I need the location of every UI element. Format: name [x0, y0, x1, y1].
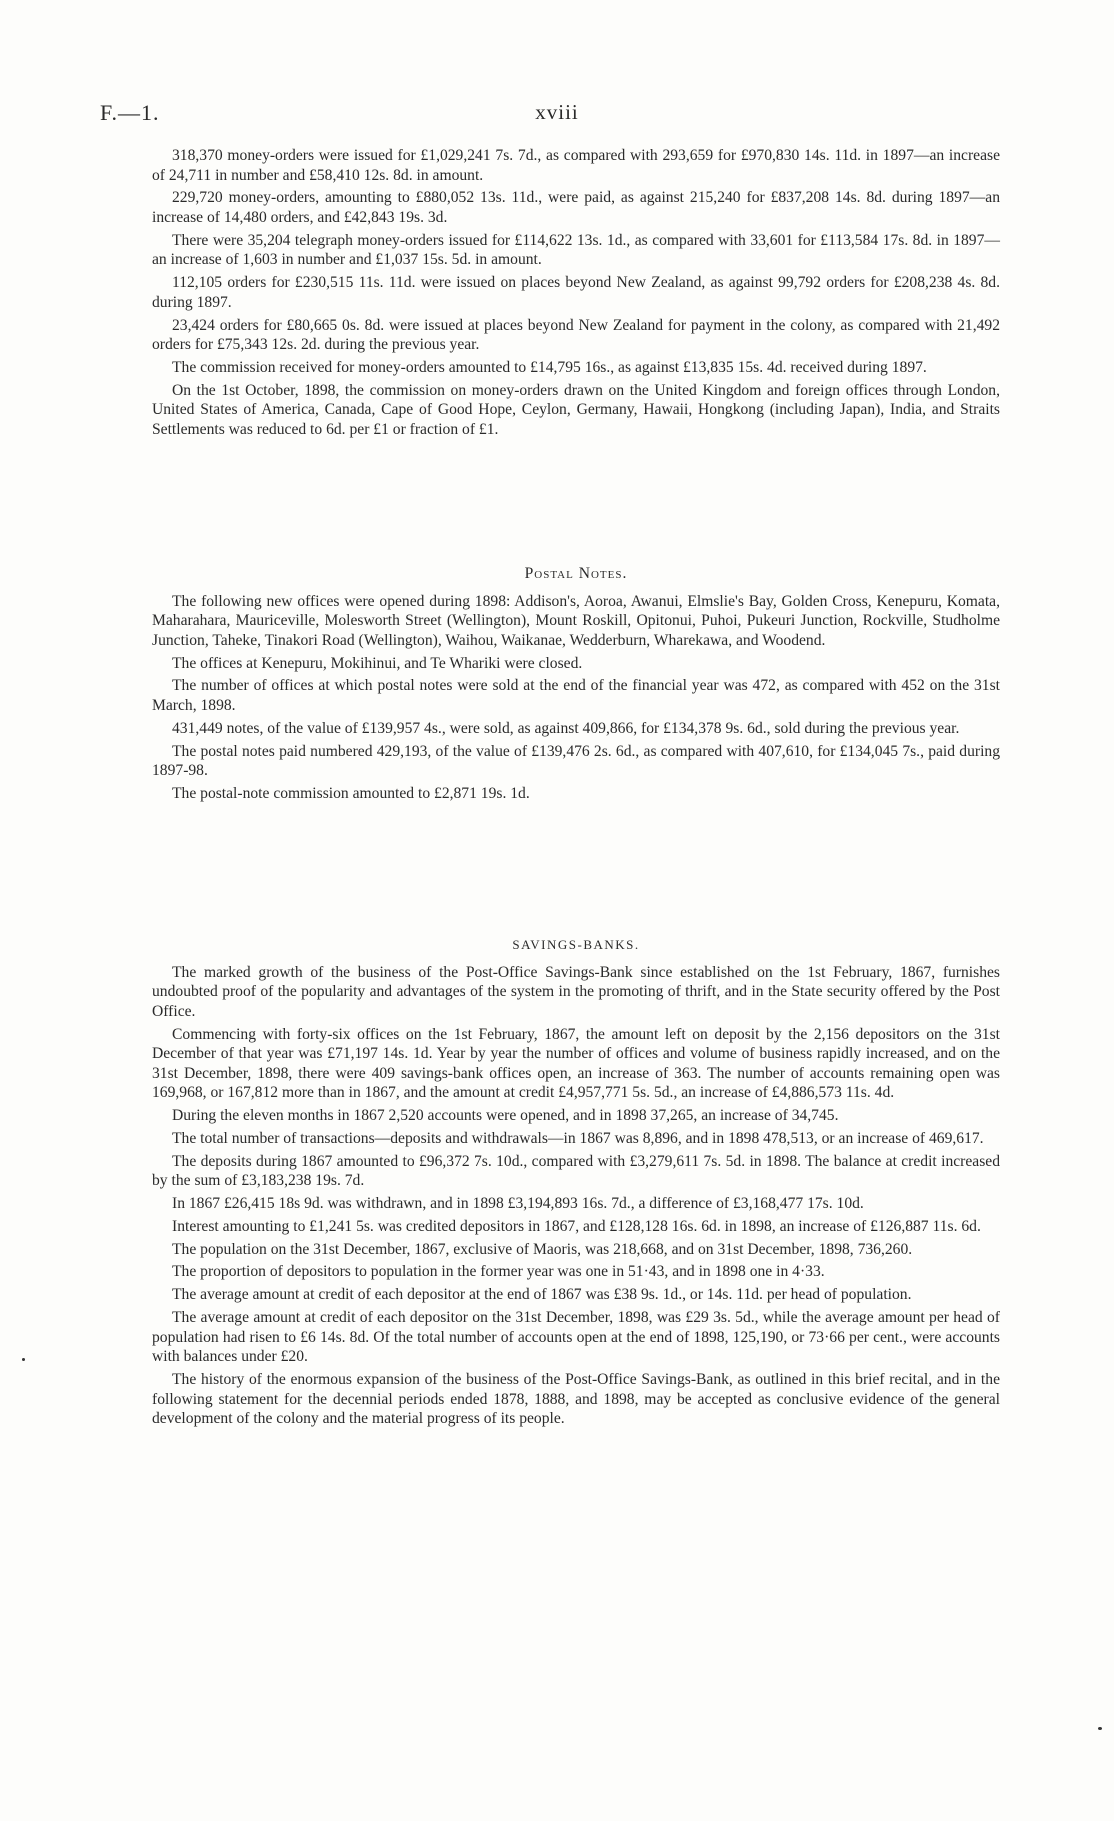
paragraph: There were 35,204 telegraph money-orders issued for £114,622 13s. 1d., as compared with 33,601 for £113,584 17s. 8d. in 1897—an increase of 1,603 in number and £1,037 15s. 5d. in amount.	[152, 231, 1000, 269]
paragraph: Interest amounting to £1,241 5s. was credited depositors in 1867, and £128,128 16s. 6d. in 1898, an increase of £126,887 11s. 6d.	[172, 1217, 981, 1235]
section-heading: SAVINGS-BANKS.	[512, 937, 640, 952]
paragraph: The average amount at credit of each depositor on the 31st December, 1898, was £29 3s. 5d., while the average amount per head of population had risen to £6 14s. 8d. Of the total number of accounts open at the end of 1898, 125,190, or 73·66 per cent., were accounts with balances under £20.	[152, 1308, 1000, 1366]
paragraph: The proportion of depositors to population in the former year was one in 51·43, and in 1898 one in 4·33.	[172, 1263, 825, 1281]
paragraph: The deposits during 1867 amounted to £96,372 7s. 10d., compared with £3,279,611 7s. 5d. in 1898. The balance at credit increased by the sum of £3,183,238 19s. 7d.	[152, 1152, 1000, 1190]
page-header	[100, 100, 1014, 130]
paragraph: 229,720 money-orders, amounting to £880,052 13s. 11d., were paid, as against 215,240 for £837,208 14s. 8d. during 1897—an increase of 14,480 orders, and £42,843 19s. 3d.	[152, 189, 1000, 226]
paragraph: The average amount at credit of each depositor at the end of 1867 was £38 9s. 1d., or 14s. 11d. per head of population.	[172, 1286, 912, 1304]
paragraph: On the 1st October, 1898, the commission on money-orders drawn on the United Kingdom and foreign offices through London, United States of America, Canada, Cape of Good Hope, Ceylon, Germany, Hawaii, Hongkong (including Japan), India, and Straits Settlements was reduced to 6d. per £1 or fraction of £1.	[152, 381, 1000, 438]
paragraph: The total number of transactions—deposits and withdrawals—in 1867 was 8,896, and in 1898 478,513, or an increase of 469,617.	[172, 1129, 984, 1147]
paragraph: 318,370 money-orders were issued for £1,029,241 7s. 7d., as compared with 293,659 for £970,830 14s. 11d. in 1897—an increase of 24,711 in number and £58,410 12s. 8d. in amount.	[152, 147, 1000, 184]
paragraph: The postal-note commission amounted to £2,871 19s. 1d.	[172, 784, 530, 802]
paragraph: The commission received for money-orders amounted to £14,795 16s., as against £13,835 15s. 4d. received during 1897.	[172, 358, 927, 376]
paragraph: Commencing with forty-six offices on the 1st February, 1867, the amount left on deposit by the 2,156 depositors on the 31st December of that year was £71,197 14s. 1d. Year by year the number of offices and volume of business rapidly increased, and on the 31st December, 1898, there were 409 savings-bank offices open, an increase of 363. The number of accounts remaining open was 169,968, or 167,812 more than in 1867, and the amount at credit £4,957,771 5s. 5d., an increase of £4,886,573 11s. 4d.	[152, 1025, 1000, 1102]
paragraph: In 1867 £26,415 18s 9d. was withdrawn, and in 1898 £3,194,893 16s. 7d., a difference of £3,168,477 17s. 10d.	[172, 1195, 864, 1213]
paragraph: The number of offices at which postal notes were sold at the end of the financial year was 472, as compared with 452 on the 31st March, 1898.	[152, 677, 1000, 714]
page-number: xviii	[535, 100, 579, 124]
paragraph: 112,105 orders for £230,515 11s. 11d. were issued on places beyond New Zealand, as against 99,792 orders for £208,238 4s. 8d. during 1897.	[152, 274, 1000, 311]
scan-speck	[1098, 1727, 1102, 1730]
paragraph: The postal notes paid numbered 429,193, of the value of £139,476 2s. 6d., as compared with 407,610, for £134,045 7s., paid during 1897-98.	[152, 742, 1000, 780]
page-reference: F.—1.	[100, 100, 160, 125]
paragraph: 23,424 orders for £80,665 0s. 8d. were issued at places beyond New Zealand for payment in the colony, as compared with 21,492 orders for £75,343 12s. 2d. during the previous year.	[152, 316, 1000, 354]
paragraph: During the eleven months in 1867 2,520 accounts were opened, and in 1898 37,265, an increase of 34,745.	[172, 1107, 839, 1125]
paragraph: The following new offices were opened during 1898: Addison's, Aoroa, Awanui, Elmslie's Bay, Golden Cross, Kenepuru, Komata, Maharahara, Mauriceville, Molesworth Street (Wellington), Mount Roskill, Opitonui, Puhoi, Pukeuri Junction, Rockville, Studholme Junction, Taheke, Tinakori Road (Wellington), Waihou, Waikanae, Wedderburn, Wharekawa, and Woodend.	[152, 592, 1000, 649]
paragraph: The offices at Kenepuru, Mokihinui, and Te Whariki were closed.	[172, 654, 583, 672]
money-orders-section	[152, 146, 1000, 443]
paragraph: The history of the enormous expansion of the business of the Post-Office Savings-Bank, as outlined in this brief recital, and in the following statement for the decennial periods ended 1878, 1888, and 1898, may be accepted as conclusive evidence of the general development of the colony and the material progress of its people.	[152, 1370, 1000, 1428]
paragraph: 431,449 notes, of the value of £139,957 4s., were sold, as against 409,866, for £134,378 9s. 6d., sold during the previous year.	[172, 719, 960, 737]
paragraph: The marked growth of the business of the Post-Office Savings-Bank since established on the 1st February, 1867, furnishes undoubted proof of the popularity and advantages of the system in the promoting of thrift, and in the State security offered by the Post Office.	[152, 963, 1000, 1020]
postal-notes-section	[152, 564, 1000, 807]
scan-speck	[22, 1358, 25, 1361]
savings-banks-section	[152, 935, 1000, 1432]
section-heading: Postal Notes.	[524, 565, 628, 582]
paragraph: The population on the 31st December, 1867, exclusive of Maoris, was 218,668, and on 31st December, 1898, 736,260.	[172, 1240, 913, 1258]
